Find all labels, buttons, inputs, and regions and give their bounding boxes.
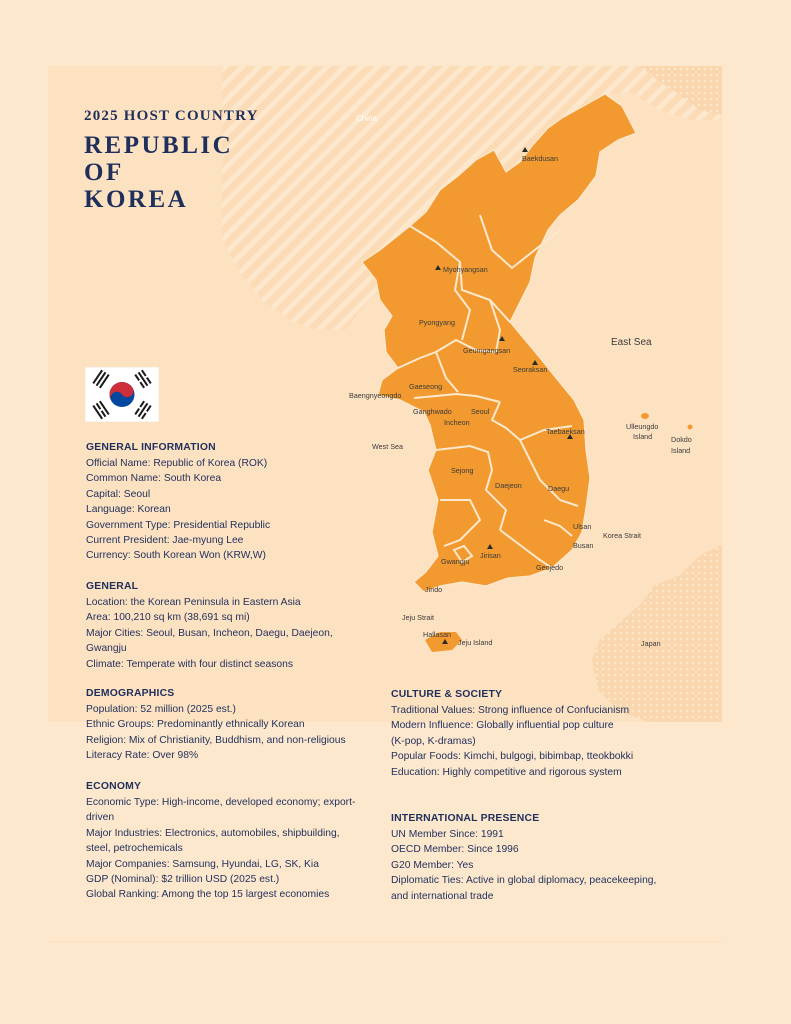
map-label-japan: Japan — [641, 639, 661, 648]
map-label-busan: Busan — [573, 541, 594, 550]
info-line: Literacy Rate: Over 98% — [86, 750, 199, 762]
map-label-west-sea: West Sea — [372, 442, 404, 451]
section-heading: ECONOMY — [86, 781, 142, 792]
map-label-jindo: Jindo — [425, 585, 443, 594]
map-label-dokdo-1: Dokdo — [671, 435, 692, 444]
map-label-dokdo-2: Island — [671, 446, 691, 455]
info-line: Major Companies: Samsung, Hyundai, LG, SK, Kia — [86, 858, 319, 870]
info-line: Modern Influence: Globally influential pop culture — [391, 720, 614, 732]
info-line: Population: 52 million (2025 est.) — [86, 704, 236, 715]
section-culture-society — [391, 689, 691, 780]
map-label-myohyangsan: Myohyangsan — [443, 265, 488, 274]
page-subtitle: 2025 HOST COUNTRY — [84, 108, 259, 124]
info-line: Global Ranking: Among the top 15 largest economies — [86, 889, 330, 901]
info-line: UN Member Since: 1991 — [391, 829, 504, 840]
map-label-jirisan: Jirisan — [480, 551, 501, 560]
info-line: Capital: Seoul — [86, 488, 151, 500]
info-line: Religion: Mix of Christianity, Buddhism, and non-religious — [86, 734, 346, 746]
map-label-incheon: Incheon — [444, 418, 470, 427]
info-line: Language: Korean — [86, 504, 171, 516]
info-line: Current President: Jae-myung Lee — [86, 535, 244, 547]
info-line: Location: the Korean Peninsula in Eastern Asia — [86, 597, 301, 608]
dokdo-island — [688, 425, 693, 430]
map-label-geojedo: Geojedo — [536, 563, 564, 572]
section-general-information — [86, 442, 386, 564]
section-demographics — [86, 688, 386, 764]
info-line: Area: 100,210 sq km (38,691 sq mi) — [86, 612, 250, 624]
section-heading: GENERAL — [86, 581, 139, 592]
map-label-ganghwado: Ganghwado — [413, 407, 452, 416]
section-economy — [86, 781, 386, 903]
map-label-jeju-island: Jeju Island — [458, 638, 493, 647]
map-label-ulsan: Ulsan — [573, 522, 592, 531]
ulleungdo-island — [641, 413, 649, 419]
map-label-geumgangsan: Geumgangsan — [463, 346, 511, 355]
section-heading: CULTURE & SOCIETY — [391, 689, 503, 700]
info-line: Gwangju — [86, 643, 127, 655]
info-line: Common Name: South Korea — [86, 473, 222, 485]
info-line: Government Type: Presidential Republic — [86, 519, 271, 531]
info-line: Ethnic Groups: Predominantly ethnically Korean — [86, 719, 305, 731]
map-label-baekdusan: Baekdusan — [522, 154, 558, 163]
section-heading: GENERAL INFORMATION — [86, 442, 216, 453]
map-label-ulleungdo-1: Ulleungdo — [626, 422, 659, 431]
map-label-east-sea: East Sea — [611, 337, 652, 348]
section-general — [86, 581, 386, 672]
map-label-china: China — [356, 114, 377, 123]
page-title-line-3: KOREA — [84, 186, 189, 213]
info-line: Climate: Temperate with four distinct seasons — [86, 658, 293, 670]
map-label-gwangju: Gwangju — [441, 557, 470, 566]
map-label-pyongyang: Pyongyang — [419, 318, 455, 327]
info-line: Traditional Values: Strong influence of Confucianism — [391, 705, 630, 716]
page-title-line-1: REPUBLIC — [84, 132, 234, 159]
info-line: steel, petrochemicals — [86, 843, 183, 855]
map-label-korea-strait: Korea Strait — [603, 531, 641, 540]
info-line: GDP (Nominal): $2 trillion USD (2025 est.) — [86, 874, 280, 886]
info-line: Economic Type: High-income, developed economy; export- — [86, 797, 356, 808]
page-title-line-2: OF — [84, 159, 124, 186]
info-line: driven — [86, 812, 115, 824]
info-line: Currency: South Korean Won (KRW,W) — [86, 550, 266, 562]
map-label-gaeseong: Gaeseong — [409, 382, 443, 391]
info-line: Education: Highly competitive and rigorous system — [391, 766, 622, 778]
map-label-baengnyeongdo: Baengnyeongdo — [349, 391, 402, 400]
map-label-sejong: Sejong — [451, 466, 474, 475]
map-label-ulleungdo-2: Island — [633, 432, 653, 441]
info-line: and international trade — [391, 890, 494, 902]
section-heading: DEMOGRAPHICS — [86, 688, 175, 699]
map-label-hallasan: Hallasan — [423, 630, 451, 639]
info-line: Popular Foods: Kimchi, bulgogi, bibimbap, tteokbokki — [391, 751, 634, 763]
info-line: G20 Member: Yes — [391, 859, 474, 871]
map-label-daegu: Daegu — [548, 484, 570, 493]
info-line: Diplomatic Ties: Active in global diplomacy, peacekeeping, — [391, 875, 657, 887]
south-korea-flag-icon — [85, 367, 159, 422]
page-title — [84, 132, 233, 213]
info-line: OECD Member: Since 1996 — [391, 844, 519, 856]
section-heading: INTERNATIONAL PRESENCE — [391, 813, 540, 824]
map-label-jeju-strait: Jeju Strait — [402, 613, 434, 622]
info-line: Major Industries: Electronics, automobiles, shipbuilding, — [86, 827, 340, 839]
map-label-seoraksan: Seoraksan — [513, 365, 548, 374]
map-label-daejeon: Daejeon — [495, 481, 522, 490]
map-label-seoul: Seoul — [471, 407, 490, 416]
map-label-taebaeksan: Taebaeksan — [546, 427, 585, 436]
info-line: Major Cities: Seoul, Busan, Incheon, Daegu, Daejeon, — [86, 627, 333, 639]
info-line: Official Name: Republic of Korea (ROK) — [86, 458, 268, 469]
info-line: (K-pop, K-dramas) — [391, 735, 476, 747]
section-international-presence — [391, 813, 691, 904]
